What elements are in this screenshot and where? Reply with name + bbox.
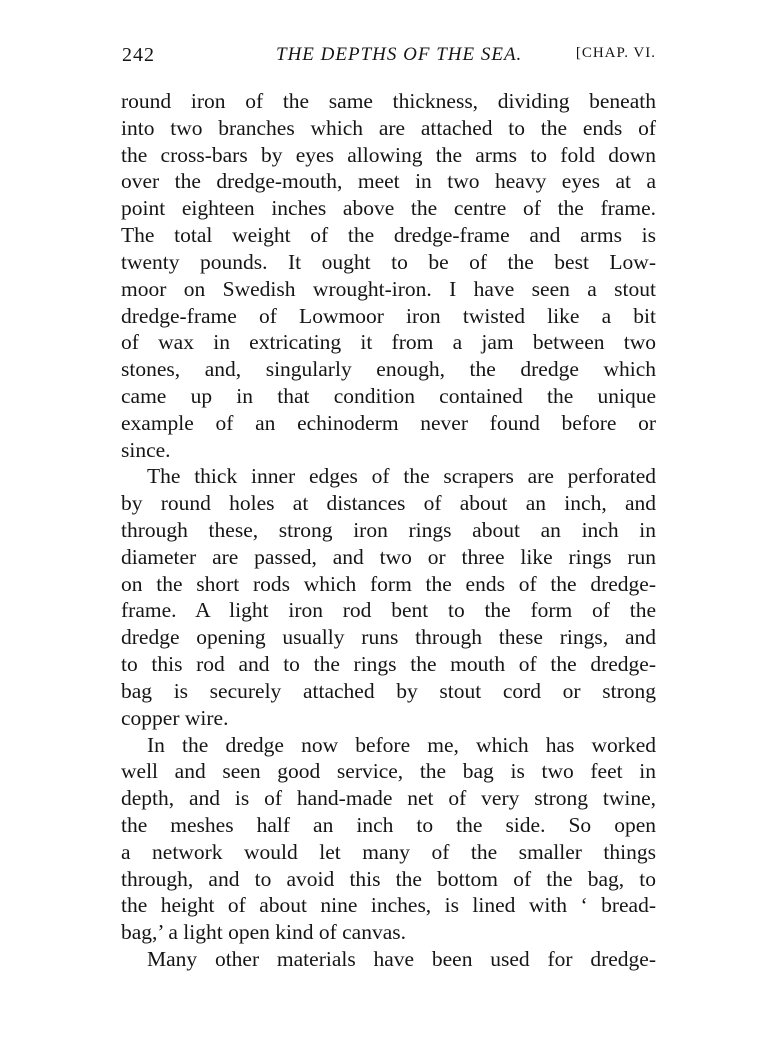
text-line: the height of about nine inches, is lined with ‘ bread- (121, 893, 656, 918)
text-line: depth, and is of hand-made net of very strong twine, (121, 786, 656, 811)
text-line: came up in that condition contained the unique (121, 383, 656, 408)
paragraph (121, 88, 656, 463)
text-line: of wax in extricating it from a jam between two (121, 330, 656, 355)
text-line: frame. A light iron rod bent to the form of the (121, 598, 656, 623)
text-line: The total weight of the dredge-frame and arms is (121, 223, 656, 248)
text-line: copper wire. (121, 705, 229, 730)
text-line: the cross-bars by eyes allowing the arms to fold down (121, 142, 656, 167)
text-line: to this rod and to the rings the mouth of the dredge- (121, 652, 656, 677)
paragraph (121, 732, 656, 947)
text-line: well and seen good service, the bag is two feet in (121, 759, 656, 784)
text-line: bag is securely attached by stout cord or strong (121, 678, 656, 703)
text-line: Many other materials have been used for dredge- (147, 947, 656, 971)
text-line: through, and to avoid this the bottom of the bag, to (121, 866, 656, 891)
chapter-label: [CHAP. VI. (575, 45, 656, 61)
page-number: 242 (122, 44, 155, 66)
text-line: In the dredge now before me, which has worked (147, 732, 656, 757)
text-line: dredge opening usually runs through these rings, and (121, 625, 656, 650)
text-line: twenty pounds. It ought to be of the best Low- (121, 249, 656, 274)
text-line: through these, strong iron rings about an inch in (121, 518, 656, 542)
text-line: by round holes at distances of about an inch, and (121, 491, 656, 516)
text-line: the meshes half an inch to the side. So open (121, 812, 656, 837)
running-title: THE DEPTHS OF THE SEA. (276, 44, 523, 65)
running-header (122, 44, 656, 74)
text-line: since. (121, 437, 171, 462)
text-line: on the short rods which form the ends of the dredge- (121, 571, 656, 596)
text-line: round iron of the same thickness, dividing beneath (121, 89, 656, 113)
text-line: a network would let many of the smaller things (121, 839, 656, 864)
text-line: over the dredge-mouth, meet in two heavy eyes at a (121, 169, 656, 194)
text-line: point eighteen inches above the centre of the frame. (121, 196, 656, 221)
text-line: diameter are passed, and two or three like rings run (121, 544, 656, 569)
text-line: stones, and, singularly enough, the dredge which (121, 357, 656, 382)
body-text (121, 88, 656, 973)
text-line: into two branches which are attached to the ends of (121, 115, 656, 140)
text-line: The thick inner edges of the scrapers are perforated (147, 464, 656, 489)
text-line: example of an echinoderm never found before or (121, 410, 656, 435)
text-line: dredge-frame of Lowmoor iron twisted like a bit (121, 303, 656, 328)
text-line: moor on Swedish wrought-iron. I have seen a stout (121, 276, 656, 301)
paragraph (121, 463, 656, 731)
text-line: bag,’ a light open kind of canvas. (121, 920, 406, 945)
paragraph (121, 946, 656, 973)
